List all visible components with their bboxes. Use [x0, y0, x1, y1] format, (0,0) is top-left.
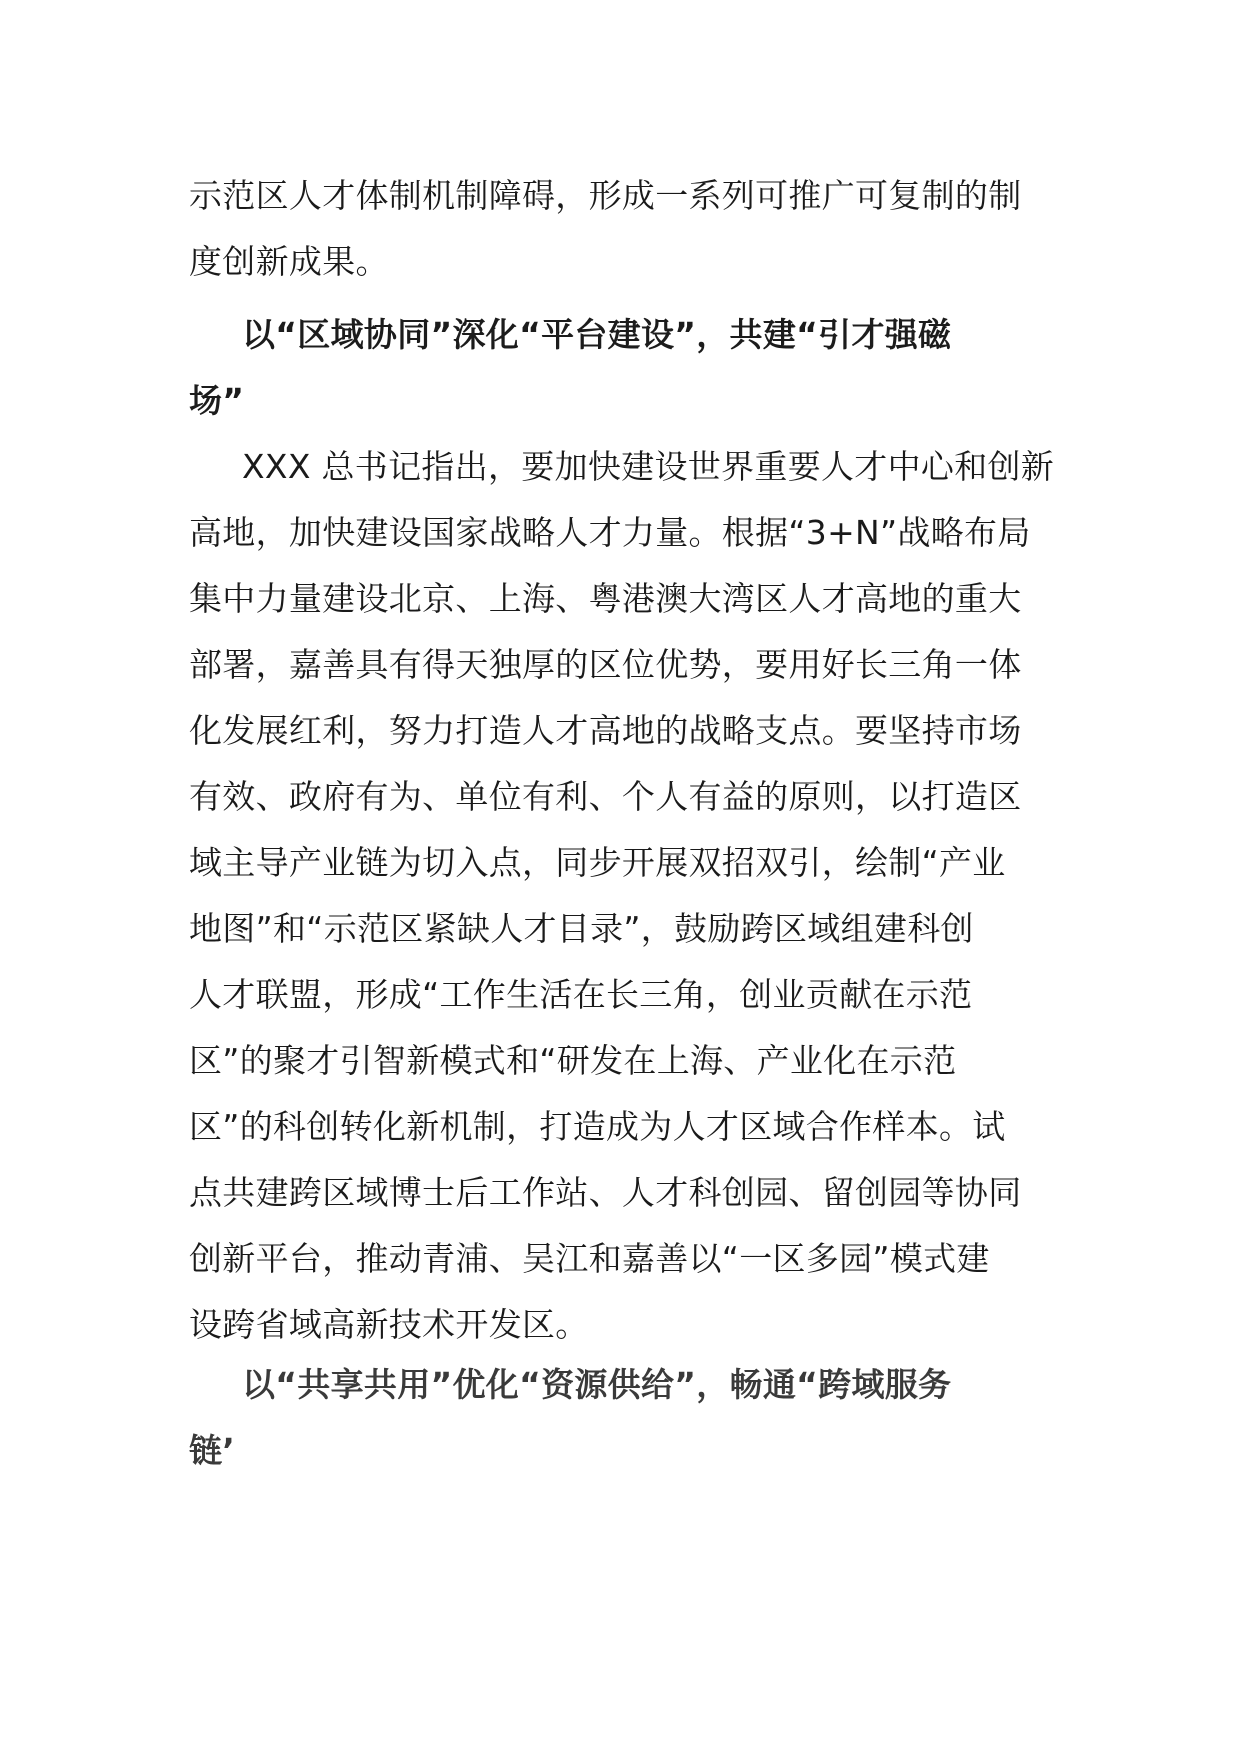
text-line: 地图”和“示范区紧缺人才目录”，鼓励跨区域组建科创	[189, 909, 974, 948]
text-line: 人才联盟，形成“工作生活在长三角，创业贡献在示范	[189, 975, 973, 1014]
text-line: 有效、政府有为、单位有利、个人有益的原则，以打造区	[189, 777, 1022, 816]
text-line: 示范区人才体制机制障碍，形成一系列可推广可复制的制	[189, 176, 1022, 215]
heading-line: 以“共享共用”优化“资源供给”，畅通“跨域服务	[242, 1365, 952, 1404]
section-heading-region-collaboration	[189, 302, 1069, 434]
text-line: 域主导产业链为切入点，同步开展双招双引，绘制“产业	[189, 843, 1006, 882]
section-heading-resource-sharing	[189, 1352, 1069, 1484]
text-line: 设跨省域高新技术开发区。	[189, 1305, 589, 1344]
text-line: 集中力量建设北京、上海、粤港澳大湾区人才高地的重大	[189, 579, 1022, 618]
text-line: 区”的聚才引智新模式和“研发在上海、产业化在示范	[189, 1041, 957, 1080]
text-line: 化发展红利，努力打造人才高地的战略支点。要坚持市场	[189, 711, 1022, 750]
heading-line: 场”	[189, 381, 245, 420]
body-paragraph	[189, 434, 1069, 1358]
heading-line: 以“区域协同”深化“平台建设”，共建“引才强磁	[242, 315, 952, 354]
text-line: 创新平台，推动青浦、吴江和嘉善以“一区多园”模式建	[189, 1239, 990, 1278]
text-line: XXX 总书记指出，要加快建设世界重要人才中心和创新	[242, 447, 1055, 486]
text-line: 度创新成果。	[189, 242, 389, 281]
text-line: 点共建跨区域博士后工作站、人才科创园、留创园等协同	[189, 1173, 1022, 1212]
heading-line: 链’	[189, 1431, 236, 1470]
text-line: 高地，加快建设国家战略人才力量。根据“3+N”战略布局	[189, 513, 1031, 552]
intro-paragraph	[189, 163, 1069, 295]
text-line: 区”的科创转化新机制，打造成为人才区域合作样本。试	[189, 1107, 1006, 1146]
text-line: 部署，嘉善具有得天独厚的区位优势，要用好长三角一体	[189, 645, 1022, 684]
